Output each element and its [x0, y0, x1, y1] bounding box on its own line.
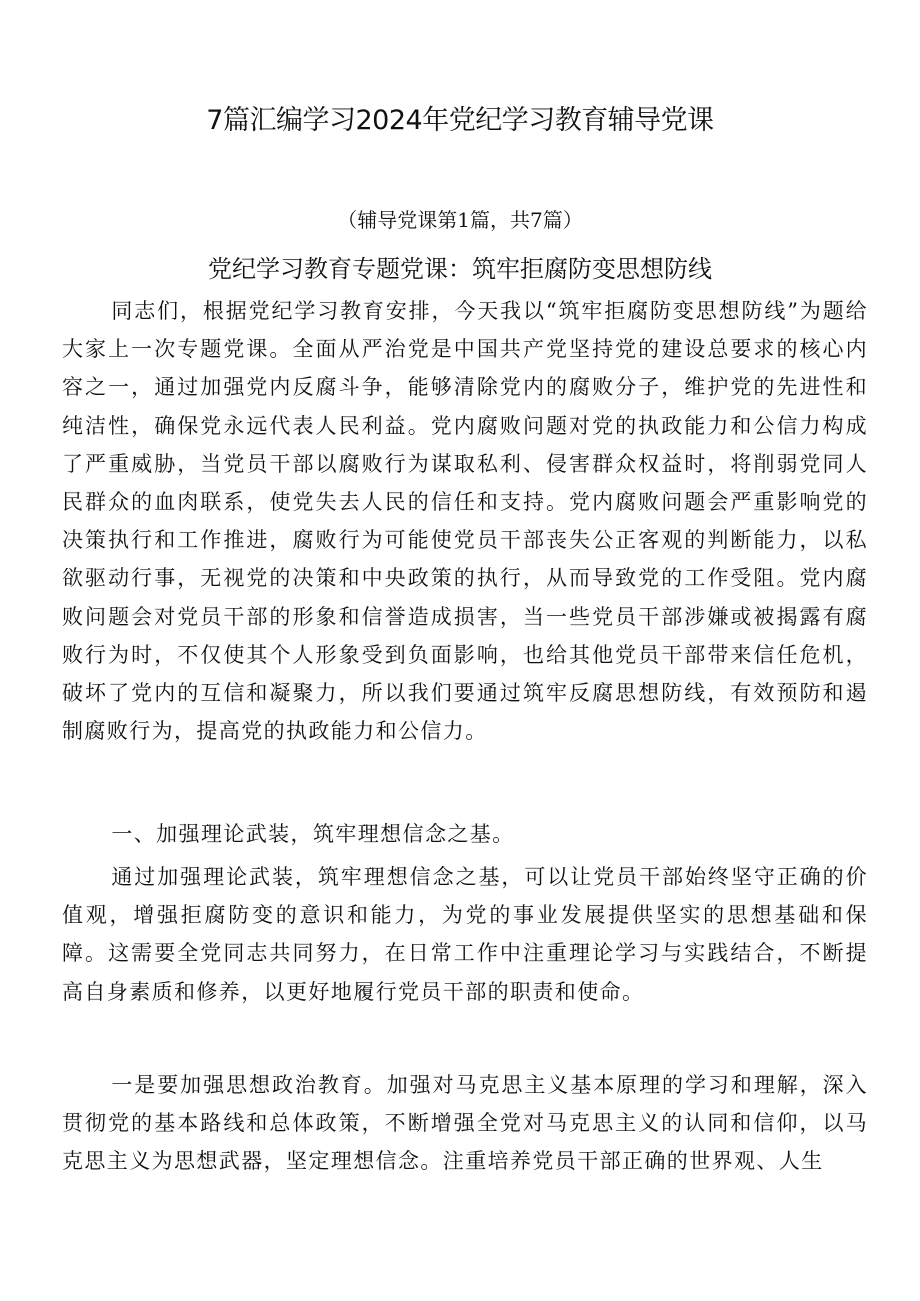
paragraph-point-1: 一是要加强思想政治教育。加强对马克思主义基本原理的学习和理解，深入贯彻党的基本路线和总体政策，不断增强全党对马克思主义的认同和信仰，以马克思主义为思想武器，坚定理想信念。注重培养党员干部正确的世界观、人生 — [62, 1073, 868, 1174]
paragraph-intro: 同志们，根据党纪学习教育安排，今天我以“筑牢拒腐防变思想防线”为题给大家上一次专题党课。全面从严治党是中国共产党坚持党的建设总要求的核心内容之一，通过加强党内反腐斗争，能够清除党内的腐败分子，维护党的先进性和纯洁性，确保党永远代表人民利益。党内腐败问题对党的执政能力和公信力构成了严重威胁，当党员干部以腐败行为谋取私利、侵害群众权益时，将削弱党同人民群众的血肉联系，使党失去人民的信任和支持。党内腐败问题会严重影响党的决策执行和工作推进，腐败行为可能使党员干部丧失公正客观的判断能力，以私欲驱动行事，无视党的决策和中央政策的执行，从而导致党的工作受阻。党内腐败问题会对党员干部的形象和信誉造成损害，当一些党员干部涉嫌或被揭露有腐败行为时，不仅使其个人形象受到负面影响，也给其他党员干部带来信任危机，破坏了党内的互信和凝聚力，所以我们要通过筑牢反腐思想防线，有效预防和遏制腐败行为，提高党的执政能力和公信力。 — [62, 299, 868, 744]
lesson-title: 党纪学习教育专题党课：筑牢拒腐防变思想防线 — [208, 255, 712, 283]
document-title: 7篇汇编学习2024年党纪学习教育辅导党课 — [206, 105, 714, 136]
paragraph-section-1: 通过加强理论武装，筑牢理想信念之基，可以让党员干部始终坚守正确的价值观，增强拒腐防变的意识和能力，为党的事业发展提供坚实的思想基础和保障。这需要全党同志共同努力，在日常工作中注重理论学习与实践结合，不断提高自身素质和修养，以更好地履行党员干部的职责和使命。 — [62, 865, 868, 1004]
section-heading-1: 一、加强理论武装，筑牢理想信念之基。 — [111, 822, 515, 846]
part-indicator: （辅导党课第1篇，共7篇） — [337, 208, 583, 232]
